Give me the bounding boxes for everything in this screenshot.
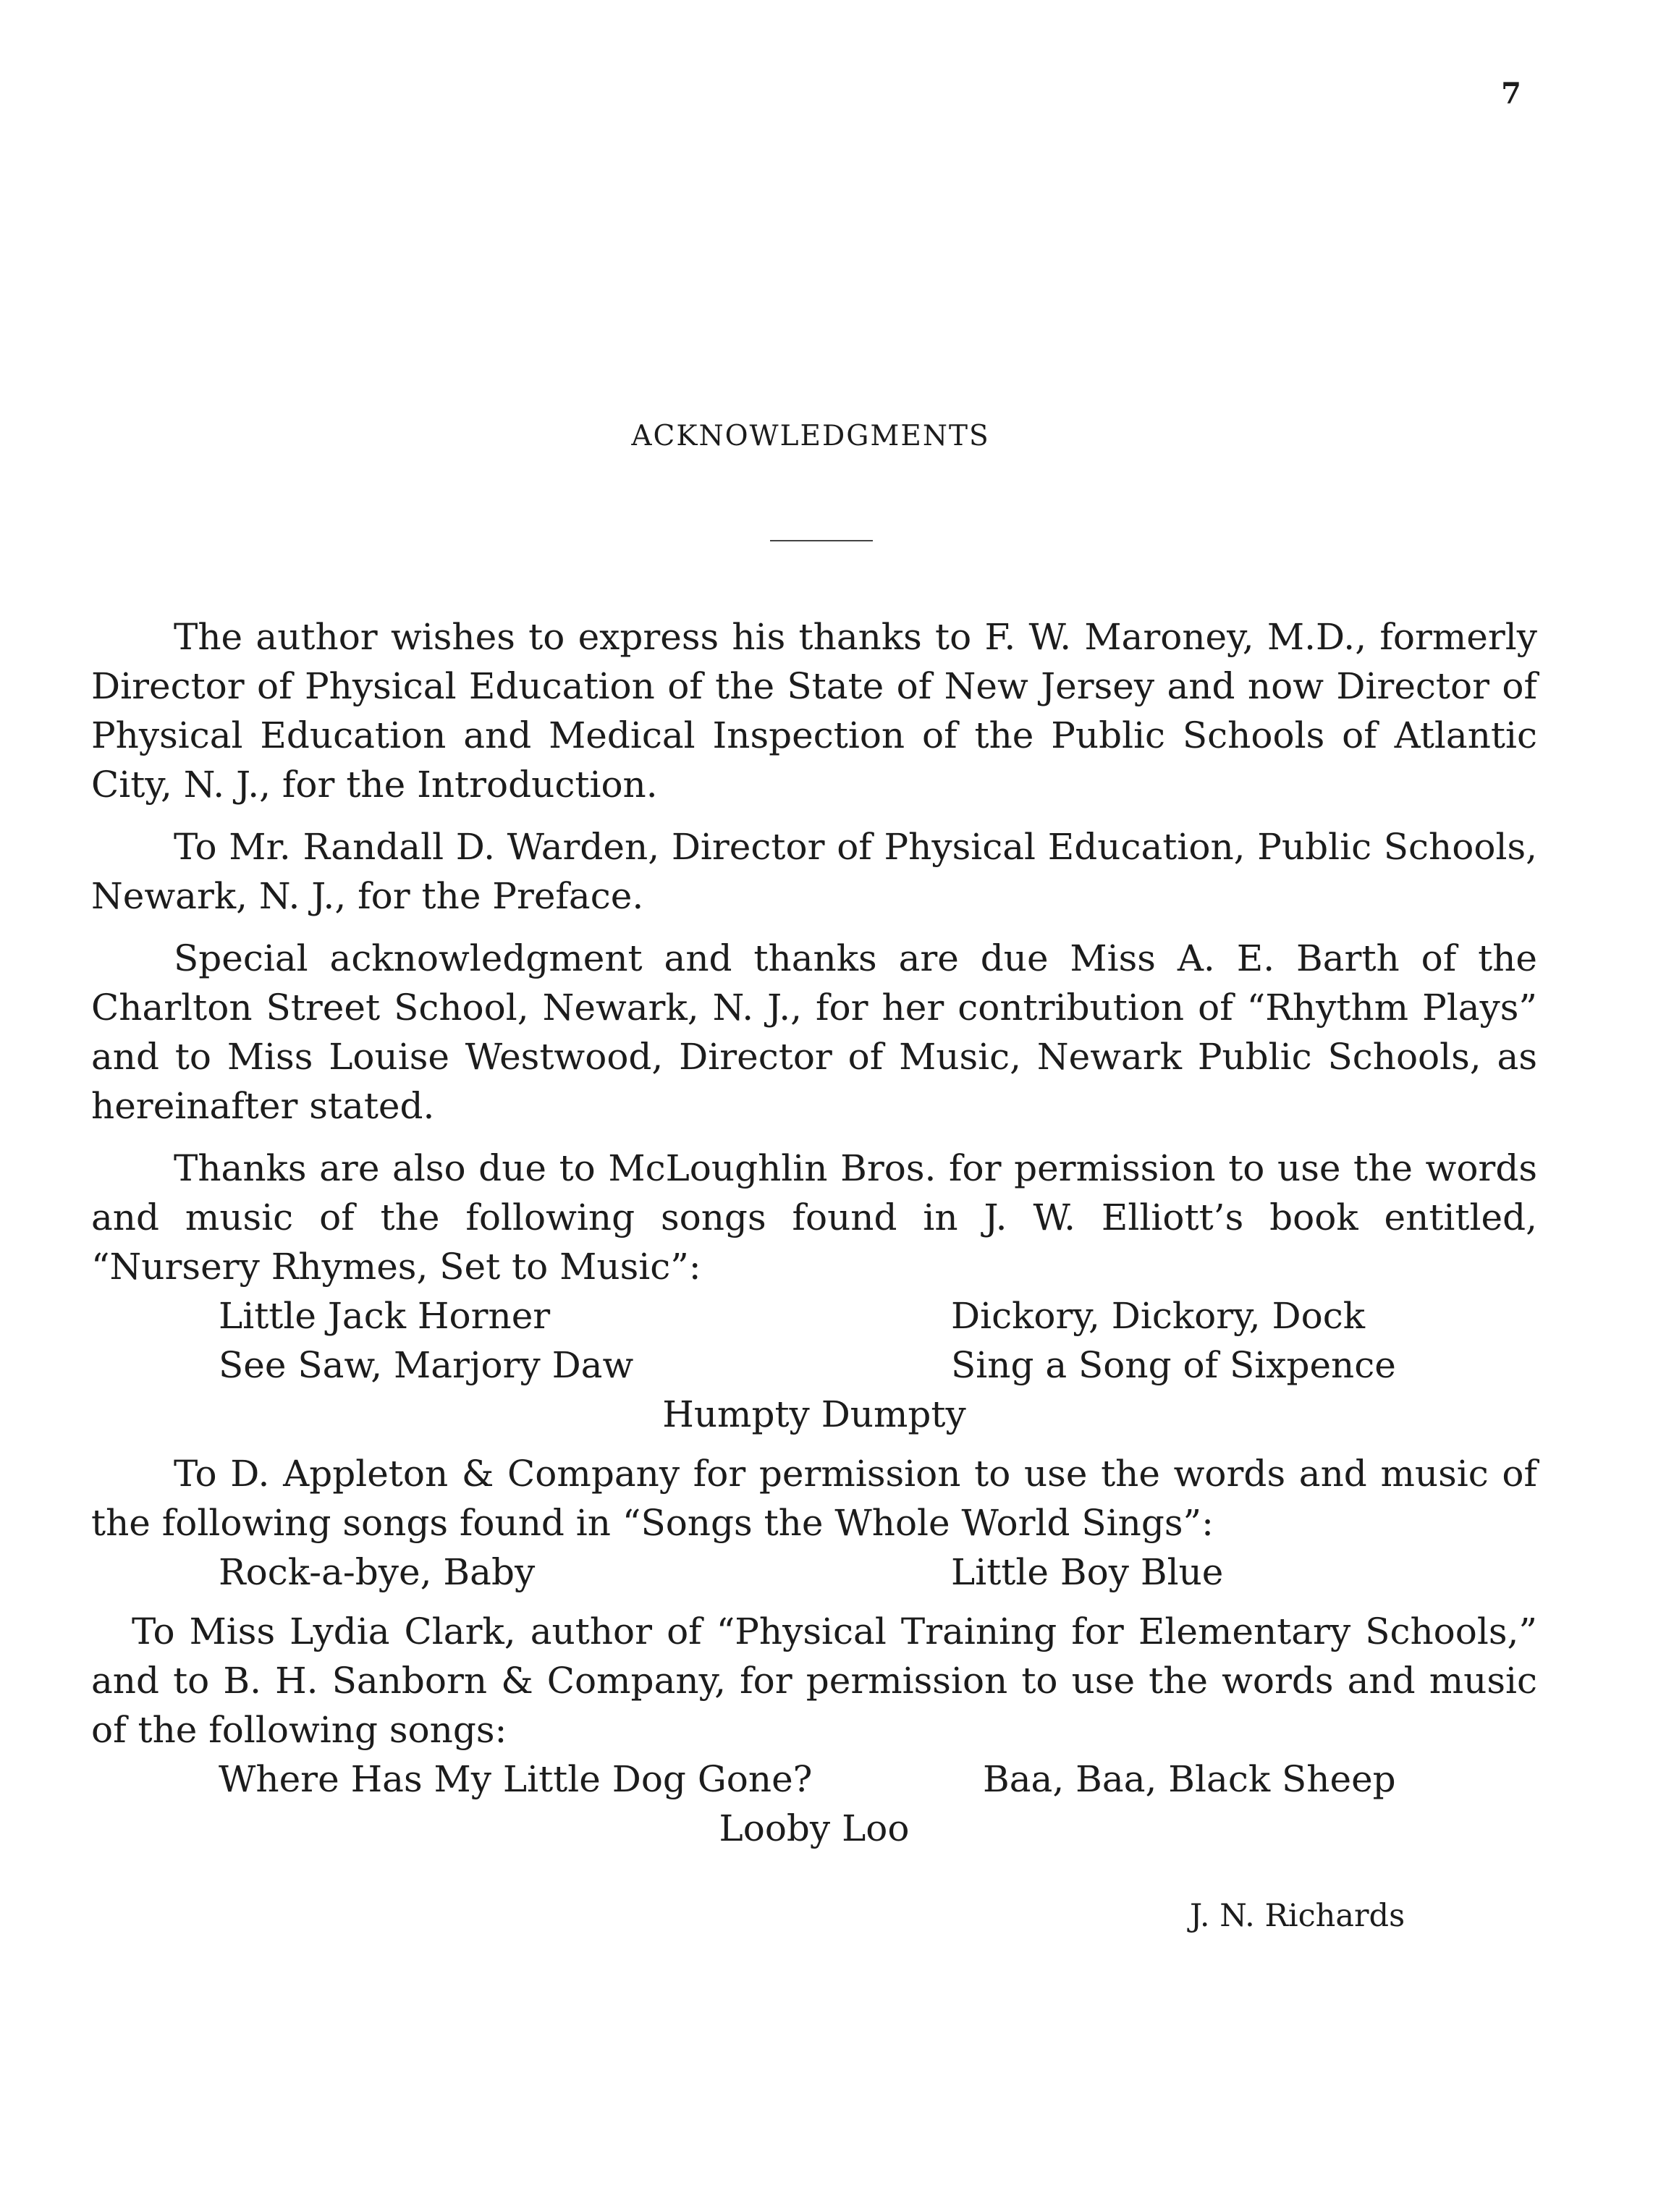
paragraph-appleton: To D. Appleton & Company for permission to use the words and music of the following songs found in “Songs the Whole World Sings”: (91, 1453, 1537, 1544)
song-title: Where Has My Little Dog Gone? (219, 1758, 813, 1800)
song-title: Rock-a-bye, Baby (219, 1551, 536, 1593)
paragraph-barth: Special acknowledgment and thanks are due Miss A. E. Barth of the Charlton Street School, Newark, N. J., for her contribution of “Rhythm Plays” and to Miss Louise Westwood, Director of Music, Newark Public Schools, as hereinafter stated. (91, 937, 1537, 1127)
paragraph-mcloughlin: Thanks are also due to McLoughlin Bros. for permission to use the words and music of the following songs found in J. W. Elliott’s book entitled, “Nursery Rhymes, Set to Music”: (91, 1147, 1537, 1288)
song-title: See Saw, Marjory Daw (219, 1344, 634, 1386)
song-title: Little Boy Blue (951, 1551, 1224, 1593)
song-title: Little Jack Horner (219, 1295, 551, 1337)
song-row (91, 1341, 1537, 1390)
song-row (91, 1804, 1537, 1853)
song-title: Humpty Dumpty (662, 1393, 966, 1435)
page-title: ACKNOWLEDGMENTS (631, 420, 990, 452)
paragraph-clark: To Miss Lydia Clark, author of “Physical Training for Elementary Schools,” and to B. H. Sanborn & Company, for permission to use the words and music of the following songs: (91, 1611, 1537, 1751)
acknowledgments-body (91, 612, 1537, 1853)
paragraph-warden: To Mr. Randall D. Warden, Director of Physical Education, Public Schools, Newark, N. J., for the Preface. (91, 826, 1537, 917)
song-title: Dickory, Dickory, Dock (951, 1295, 1366, 1337)
song-row (91, 1755, 1537, 1804)
song-title: Sing a Song of Sixpence (951, 1344, 1396, 1386)
song-title: Looby Loo (719, 1807, 910, 1849)
song-title: Baa, Baa, Black Sheep (983, 1758, 1396, 1800)
page-number: 7 (1501, 77, 1521, 111)
signature: J. N. Richards (1190, 1898, 1405, 1934)
paragraph-maroney: The author wishes to express his thanks to F. W. Maroney, M.D., formerly Director of Physical Education of the State of New Jersey and now Director of Physical Education and Medical Inspection of the Public Schools of Atlantic City, N. J., for the Introduction. (91, 616, 1537, 806)
title-divider (770, 540, 873, 541)
song-row (91, 1548, 1537, 1597)
song-row (91, 1390, 1537, 1439)
song-row (91, 1291, 1537, 1341)
